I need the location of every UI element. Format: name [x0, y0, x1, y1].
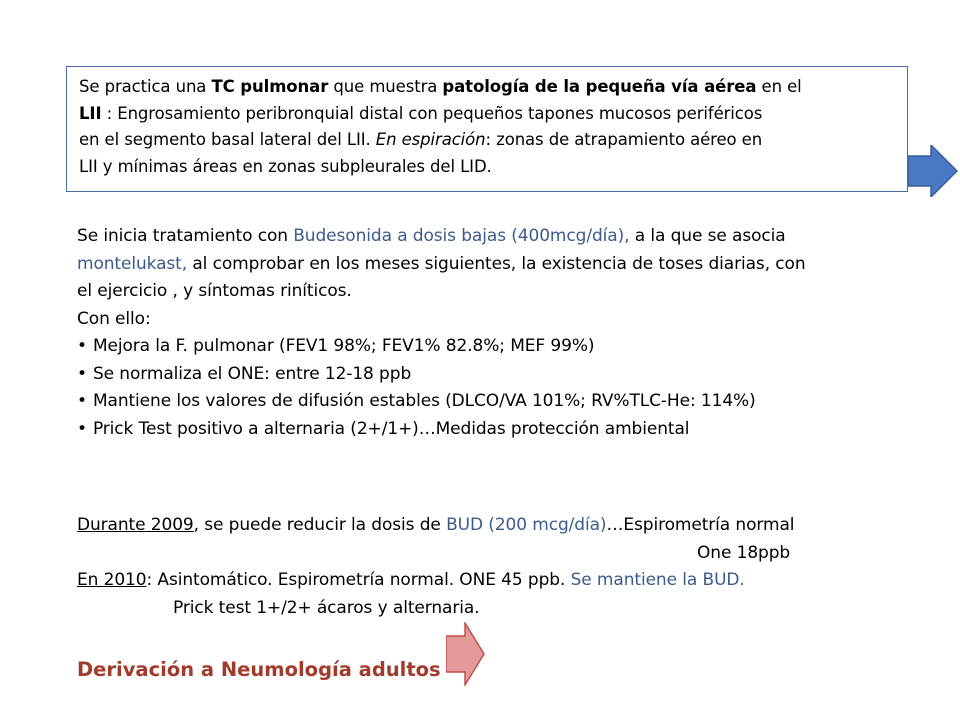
text: en el — [756, 77, 802, 96]
montelukast-text: montelukast, — [77, 253, 188, 274]
prick-test-text: Prick test 1+/2+ ácaros y alternaria. — [173, 597, 480, 618]
bullet-item: • Prick Test positivo a alternaria (2+/1+)…Medidas protección ambiental — [77, 416, 806, 444]
year-2009-label: Durante 2009 — [77, 515, 194, 535]
text: : Engrosamiento peribronquial distal con pequeños tapones mucosos periféricos — [101, 103, 763, 123]
year-2010-label: En 2010 — [77, 570, 147, 590]
text: al comprobar en los meses siguientes, la existencia de toses diarias, con — [187, 253, 806, 274]
followup-2010-line — [77, 567, 794, 595]
bullet-item: • Mantiene los valores de difusión estables (DLCO/VA 101%; RV%TLC-He: 114%) — [77, 388, 806, 416]
arrow-right-icon[interactable] — [446, 622, 486, 686]
text: : Asintomático. Espirometría normal. ONE 45 ppb. — [146, 570, 571, 590]
treatment-line-3: el ejercicio , y síntomas riníticos. — [77, 281, 352, 301]
bud-dose-text: BUD (200 mcg/día) — [446, 515, 607, 535]
finding-line-3 — [79, 127, 897, 154]
text: , se puede reducir la dosis de — [193, 515, 447, 535]
budesonide-text: Budesonida a dosis bajas (400mcg/día), — [293, 226, 630, 246]
text: que muestra — [328, 77, 443, 96]
followup-2009-line — [77, 512, 794, 540]
text: en el segmento basal lateral del LII. — [79, 130, 376, 149]
arrow-right-icon[interactable] — [908, 145, 960, 197]
one-value-text: One 18ppb — [697, 542, 791, 563]
finding-line-2 — [79, 101, 897, 128]
treatment-line-4: Con ello: — [77, 308, 151, 329]
text: a la que se asocia — [629, 226, 786, 246]
text: Se practica una — [79, 77, 212, 96]
maintain-bud-text: Se mantiene la BUD. — [570, 570, 745, 590]
expiration-text: En espiración — [375, 130, 486, 149]
text: : zonas de atrapamiento aéreo en — [485, 130, 763, 149]
text: Se inicia tratamiento con — [77, 226, 294, 246]
tc-pulmonar-text: TC pulmonar — [211, 77, 329, 96]
treatment-line-1 — [77, 223, 806, 251]
finding-line-4: LII y mínimas áreas en zonas subpleurales del LID. — [79, 156, 492, 176]
referral-title: Derivación a Neumología adultos — [77, 658, 441, 681]
pathology-text: patología de la pequeña vía aérea — [442, 77, 757, 96]
followup-section — [77, 512, 794, 622]
lii-text: LII — [79, 103, 102, 123]
treatment-section — [77, 223, 806, 443]
text: …Espirometría normal — [606, 515, 795, 535]
bullet-item: • Se normaliza el ONE: entre 12-18 ppb — [77, 361, 806, 389]
finding-box — [66, 66, 908, 192]
bullet-item: • Mejora la F. pulmonar (FEV1 98%; FEV1% 82.8%; MEF 99%) — [77, 333, 806, 361]
finding-line-1 — [79, 74, 897, 101]
treatment-line-2 — [77, 251, 806, 279]
